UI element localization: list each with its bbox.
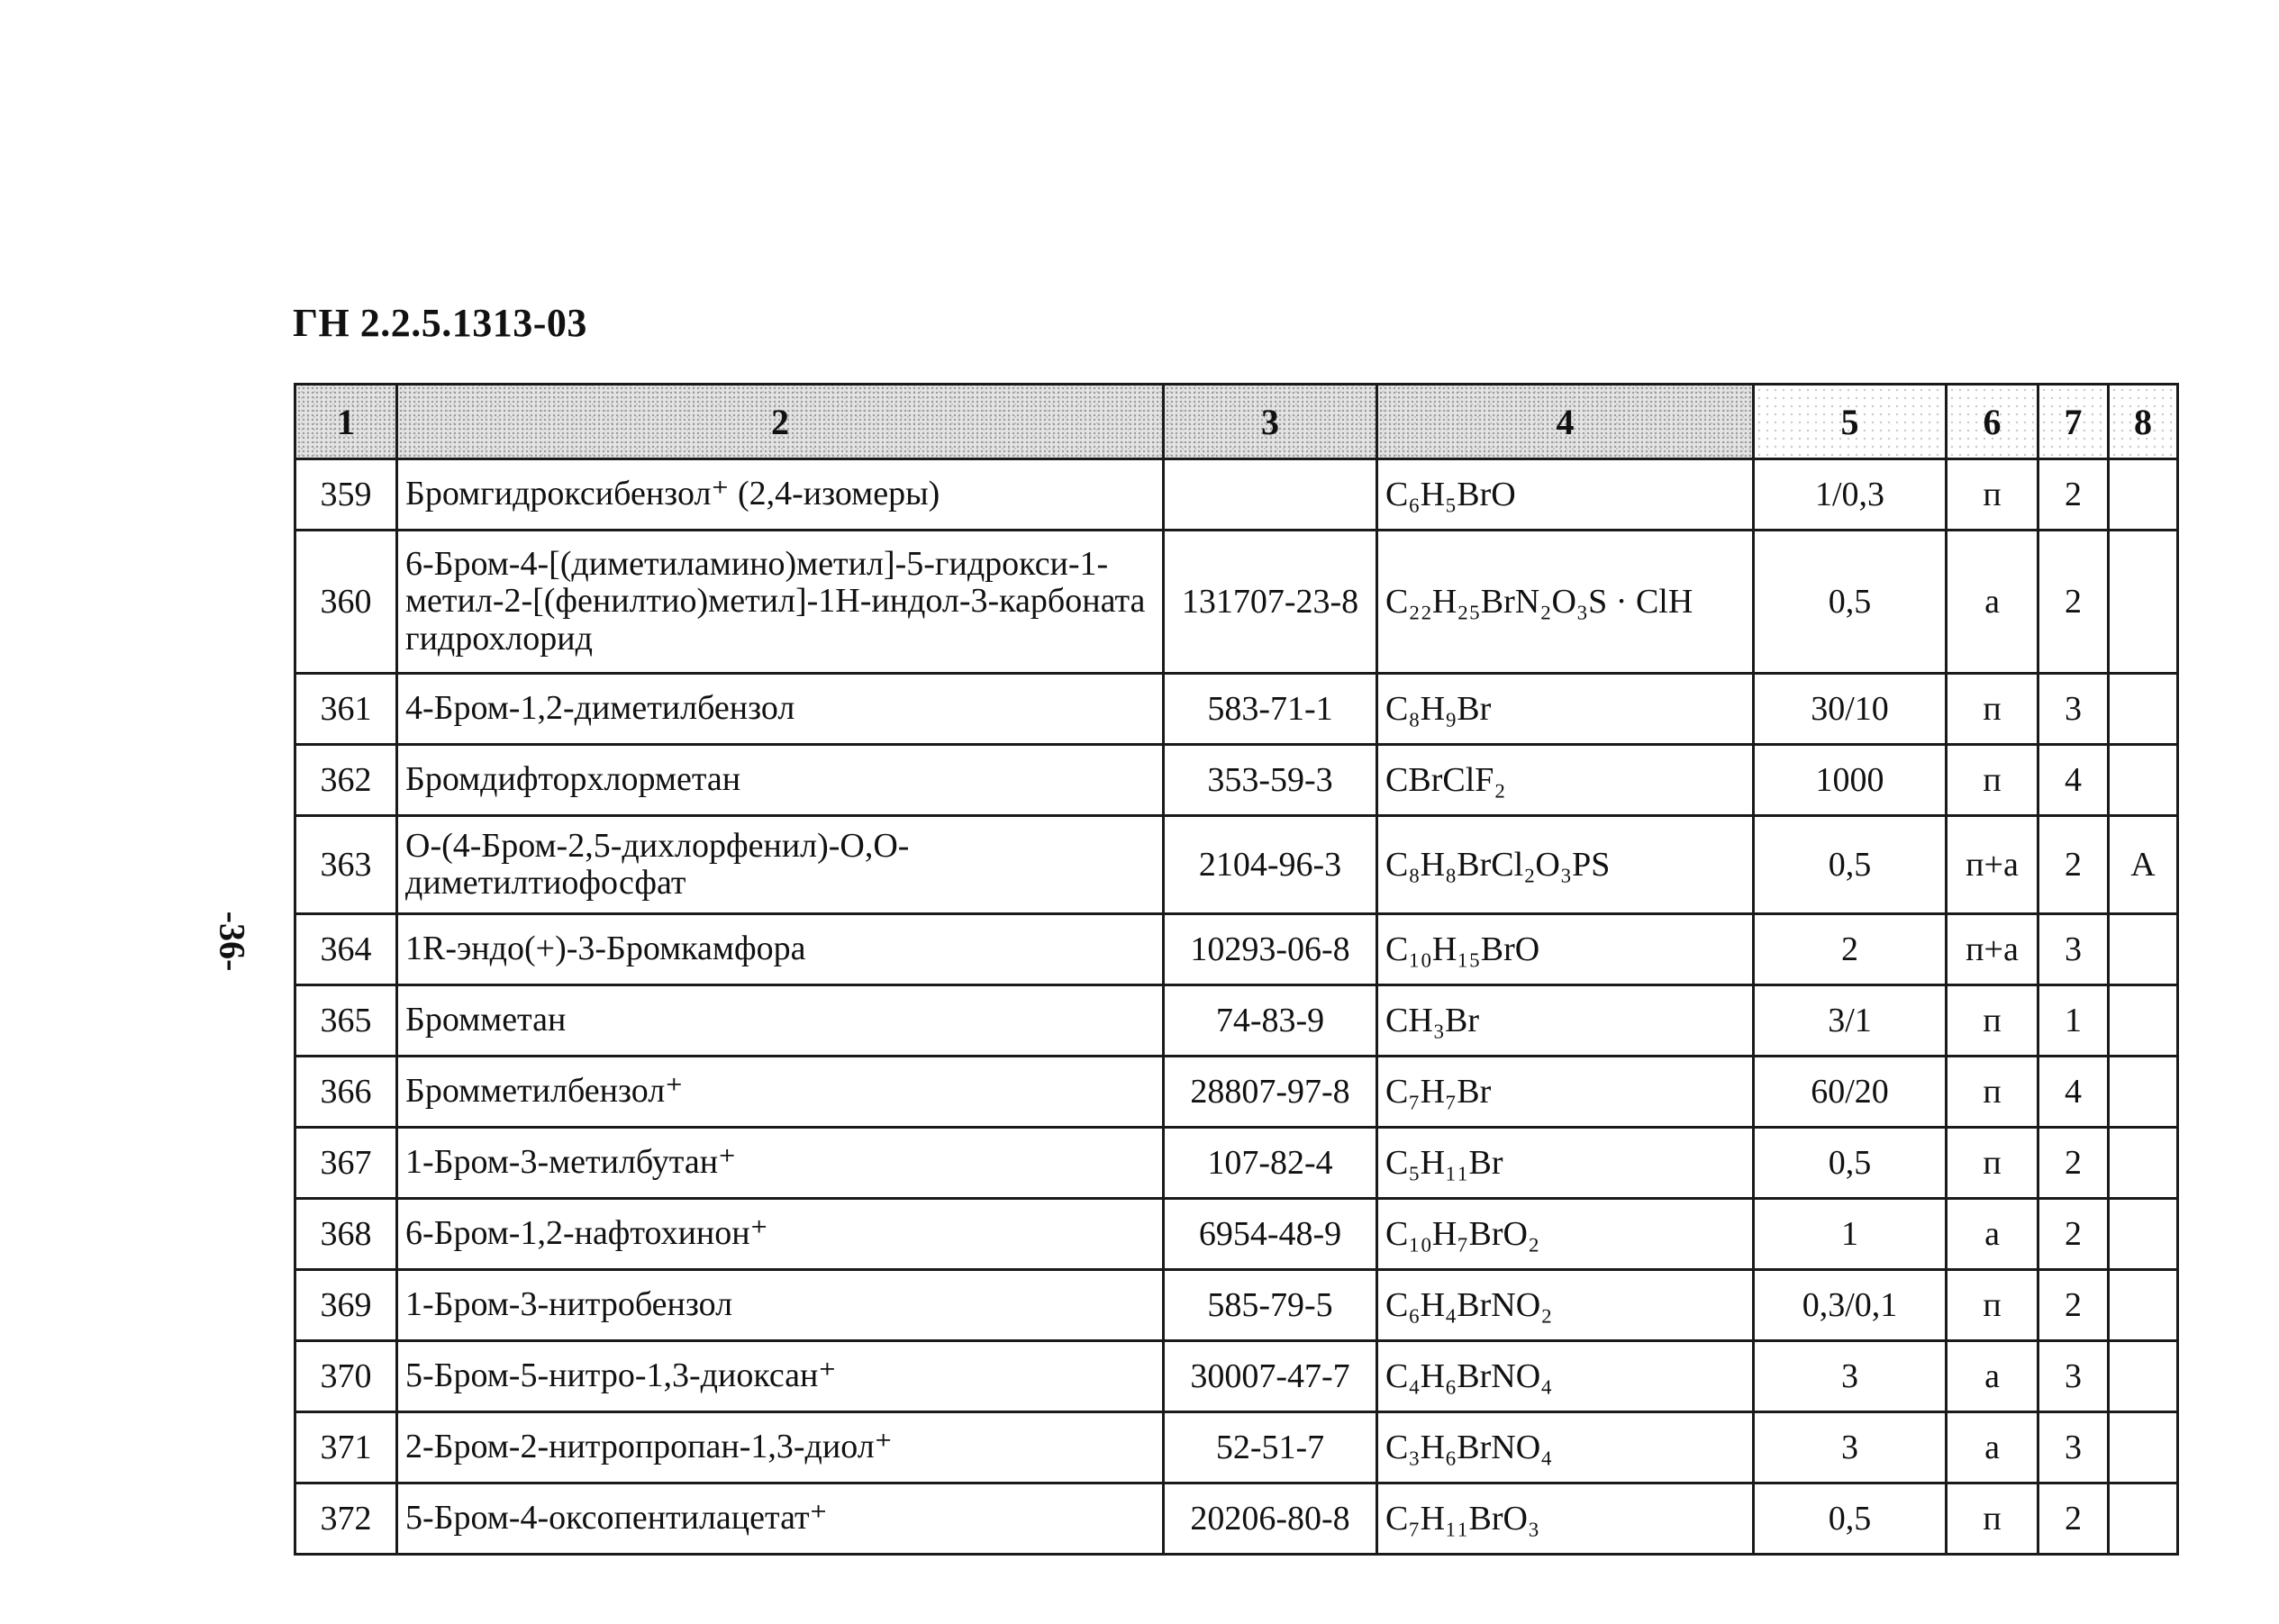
row-number: 367 xyxy=(295,1128,397,1199)
substance-name: 2-Бром-2-нитропропан-1,3-диол⁺ xyxy=(397,1412,1164,1483)
hazard-class: 2 xyxy=(2038,531,2109,674)
cas-number: 74-83-9 xyxy=(1164,985,1377,1057)
cas-number: 2104-96-3 xyxy=(1164,816,1377,914)
substance-name: 1R-эндо(+)-3-Бромкамфора xyxy=(397,914,1164,985)
cas-number: 20206-80-8 xyxy=(1164,1483,1377,1555)
limit-value: 0,3/0,1 xyxy=(1754,1270,1947,1341)
cas-number: 353-59-3 xyxy=(1164,745,1377,816)
chemical-formula: C₅H₁₁Br xyxy=(1377,1128,1754,1199)
hazard-class: 4 xyxy=(2038,1057,2109,1128)
hazard-class: 1 xyxy=(2038,985,2109,1057)
row-number: 371 xyxy=(295,1412,397,1483)
column-header: 6 xyxy=(1947,385,2038,459)
table-row xyxy=(295,985,2178,1057)
aggregate-state: п xyxy=(1947,745,2038,816)
substance-name: O-(4-Бром-2,5-дихлорфенил)-O,O-диметилтиофосфат xyxy=(397,816,1164,914)
limit-value: 3/1 xyxy=(1754,985,1947,1057)
table-row xyxy=(295,816,2178,914)
substance-name: 1-Бром-3-нитробензол xyxy=(397,1270,1164,1341)
chemical-formula: C₂₂H₂₅BrN₂O₃S · ClH xyxy=(1377,531,1754,674)
cas-number: 131707-23-8 xyxy=(1164,531,1377,674)
limit-value: 0,5 xyxy=(1754,1483,1947,1555)
limit-value: 3 xyxy=(1754,1412,1947,1483)
row-number: 366 xyxy=(295,1057,397,1128)
chemical-formula: C₇H₁₁BrO₃ xyxy=(1377,1483,1754,1555)
aggregate-state: п xyxy=(1947,459,2038,531)
limit-value: 0,5 xyxy=(1754,531,1947,674)
column-header: 8 xyxy=(2109,385,2178,459)
chemical-formula: CBrClF₂ xyxy=(1377,745,1754,816)
table-row xyxy=(295,1128,2178,1199)
substance-name: Бромгидроксибензол⁺ (2,4-изомеры) xyxy=(397,459,1164,531)
table-row xyxy=(295,459,2178,531)
limit-value: 1000 xyxy=(1754,745,1947,816)
hazard-class: 2 xyxy=(2038,1199,2109,1270)
chemical-formula: CH₃Br xyxy=(1377,985,1754,1057)
aggregate-state: п xyxy=(1947,1270,2038,1341)
column-header: 3 xyxy=(1164,385,1377,459)
cas-number xyxy=(1164,459,1377,531)
limit-value: 0,5 xyxy=(1754,816,1947,914)
aggregate-state: п xyxy=(1947,674,2038,745)
hazard-class: 2 xyxy=(2038,459,2109,531)
cas-number: 583-71-1 xyxy=(1164,674,1377,745)
limit-value: 3 xyxy=(1754,1341,1947,1412)
substance-name: Бромметан xyxy=(397,985,1164,1057)
limit-value: 1/0,3 xyxy=(1754,459,1947,531)
note xyxy=(2109,1483,2178,1555)
page-number: -36- xyxy=(212,911,253,972)
chemical-formula: C₆H₄BrNO₂ xyxy=(1377,1270,1754,1341)
substance-name: Бромдифторхлорметан xyxy=(397,745,1164,816)
note xyxy=(2109,1199,2178,1270)
note xyxy=(2109,914,2178,985)
hazard-class: 3 xyxy=(2038,1412,2109,1483)
note xyxy=(2109,1128,2178,1199)
row-number: 369 xyxy=(295,1270,397,1341)
table-row xyxy=(295,531,2178,674)
note xyxy=(2109,745,2178,816)
row-number: 364 xyxy=(295,914,397,985)
substance-name: 1-Бром-3-метилбутан⁺ xyxy=(397,1128,1164,1199)
table-row xyxy=(295,1412,2178,1483)
cas-number: 30007-47-7 xyxy=(1164,1341,1377,1412)
hazard-class: 3 xyxy=(2038,1341,2109,1412)
substance-name: 6-Бром-4-[(диметиламино)метил]-5-гидрокси-1-метил-2-[(фенилтио)метил]-1H-индол-3-карбоната гидрохлорид xyxy=(397,531,1164,674)
aggregate-state: п+а xyxy=(1947,816,2038,914)
chemical-formula: C₈H₉Br xyxy=(1377,674,1754,745)
table-row xyxy=(295,1341,2178,1412)
aggregate-state: п xyxy=(1947,1483,2038,1555)
table-row xyxy=(295,1057,2178,1128)
aggregate-state: п xyxy=(1947,1057,2038,1128)
row-number: 368 xyxy=(295,1199,397,1270)
substances-table xyxy=(294,383,2179,1556)
note xyxy=(2109,459,2178,531)
hazard-class: 2 xyxy=(2038,1483,2109,1555)
row-number: 372 xyxy=(295,1483,397,1555)
table-row xyxy=(295,674,2178,745)
aggregate-state: п xyxy=(1947,985,2038,1057)
note: А xyxy=(2109,816,2178,914)
substance-name: Бромметилбензол⁺ xyxy=(397,1057,1164,1128)
row-number: 360 xyxy=(295,531,397,674)
aggregate-state: а xyxy=(1947,1341,2038,1412)
column-header: 5 xyxy=(1754,385,1947,459)
note xyxy=(2109,1341,2178,1412)
hazard-class: 2 xyxy=(2038,816,2109,914)
note xyxy=(2109,531,2178,674)
hazard-class: 2 xyxy=(2038,1128,2109,1199)
aggregate-state: а xyxy=(1947,1199,2038,1270)
limit-value: 60/20 xyxy=(1754,1057,1947,1128)
cas-number: 52-51-7 xyxy=(1164,1412,1377,1483)
table-row xyxy=(295,1483,2178,1555)
chemical-formula: C₁₀H₁₅BrO xyxy=(1377,914,1754,985)
row-number: 370 xyxy=(295,1341,397,1412)
row-number: 363 xyxy=(295,816,397,914)
note xyxy=(2109,674,2178,745)
row-number: 361 xyxy=(295,674,397,745)
table-row xyxy=(295,1199,2178,1270)
hazard-class: 2 xyxy=(2038,1270,2109,1341)
chemical-formula: C₈H₈BrCl₂O₃PS xyxy=(1377,816,1754,914)
column-header: 2 xyxy=(397,385,1164,459)
table-row xyxy=(295,914,2178,985)
hazard-class: 3 xyxy=(2038,674,2109,745)
row-number: 359 xyxy=(295,459,397,531)
hazard-class: 3 xyxy=(2038,914,2109,985)
limit-value: 0,5 xyxy=(1754,1128,1947,1199)
aggregate-state: п xyxy=(1947,1128,2038,1199)
row-number: 362 xyxy=(295,745,397,816)
chemical-formula: C₆H₅BrO xyxy=(1377,459,1754,531)
limit-value: 30/10 xyxy=(1754,674,1947,745)
chemical-formula: C₃H₆BrNO₄ xyxy=(1377,1412,1754,1483)
chemical-formula: C₄H₆BrNO₄ xyxy=(1377,1341,1754,1412)
cas-number: 6954-48-9 xyxy=(1164,1199,1377,1270)
table-row xyxy=(295,1270,2178,1341)
aggregate-state: а xyxy=(1947,531,2038,674)
chemical-formula: C₁₀H₇BrO₂ xyxy=(1377,1199,1754,1270)
substance-name: 5-Бром-4-оксопентилацетат⁺ xyxy=(397,1483,1164,1555)
limit-value: 2 xyxy=(1754,914,1947,985)
row-number: 365 xyxy=(295,985,397,1057)
column-header: 4 xyxy=(1377,385,1754,459)
cas-number: 585-79-5 xyxy=(1164,1270,1377,1341)
hazard-class: 4 xyxy=(2038,745,2109,816)
substance-name: 5-Бром-5-нитро-1,3-диоксан⁺ xyxy=(397,1341,1164,1412)
column-header: 7 xyxy=(2038,385,2109,459)
table-row xyxy=(295,745,2178,816)
document-code: ГН 2.2.5.1313-03 xyxy=(293,301,587,345)
chemical-formula: C₇H₇Br xyxy=(1377,1057,1754,1128)
aggregate-state: п+а xyxy=(1947,914,2038,985)
cas-number: 107-82-4 xyxy=(1164,1128,1377,1199)
note xyxy=(2109,985,2178,1057)
note xyxy=(2109,1057,2178,1128)
substance-name: 6-Бром-1,2-нафтохинон⁺ xyxy=(397,1199,1164,1270)
table-header-row xyxy=(295,385,2178,459)
limit-value: 1 xyxy=(1754,1199,1947,1270)
cas-number: 10293-06-8 xyxy=(1164,914,1377,985)
column-header: 1 xyxy=(295,385,397,459)
note xyxy=(2109,1270,2178,1341)
aggregate-state: а xyxy=(1947,1412,2038,1483)
table-body xyxy=(295,459,2178,1555)
note xyxy=(2109,1412,2178,1483)
substance-name: 4-Бром-1,2-диметилбензол xyxy=(397,674,1164,745)
cas-number: 28807-97-8 xyxy=(1164,1057,1377,1128)
